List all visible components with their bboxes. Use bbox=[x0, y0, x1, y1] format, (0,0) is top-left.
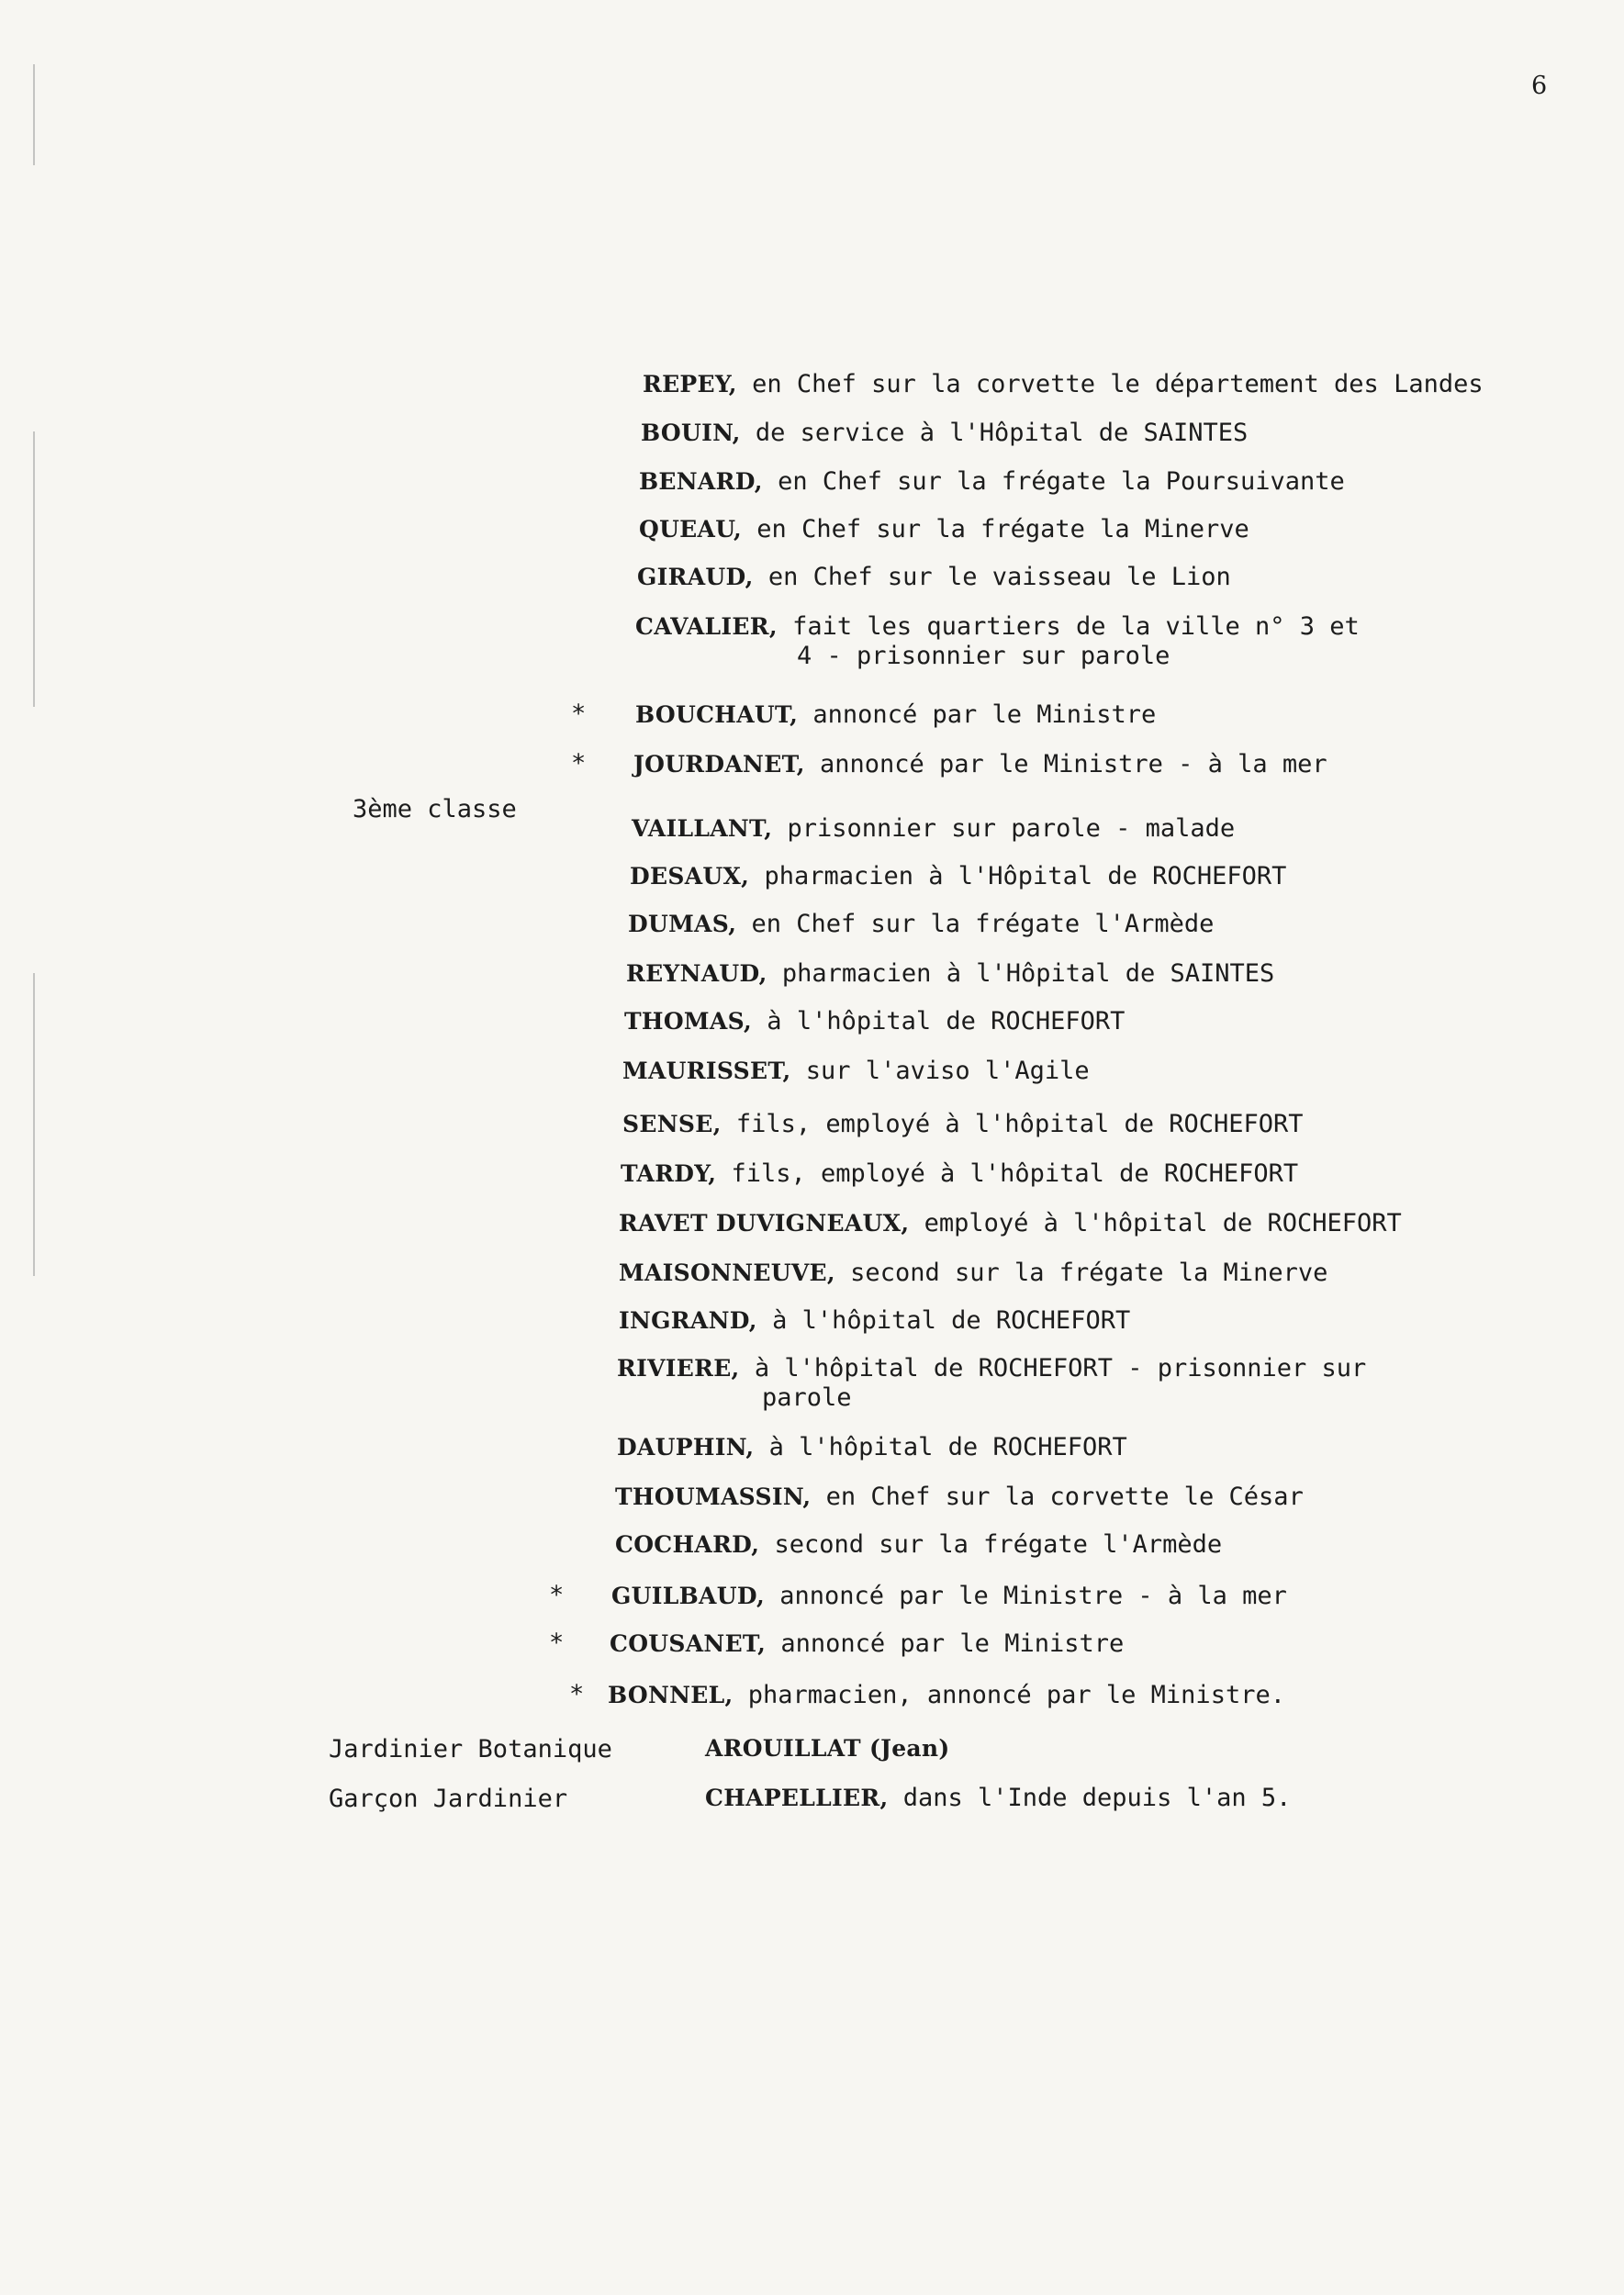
entry-name: COCHARD, bbox=[615, 1531, 760, 1558]
entry-detail: en Chef sur la corvette le César bbox=[811, 1483, 1304, 1511]
entry-detail: en Chef sur la corvette le département des Landes bbox=[736, 370, 1484, 398]
personnel-entry bbox=[619, 1258, 1327, 1289]
entry-detail: annoncé par le Ministre bbox=[798, 700, 1157, 729]
entry-detail: à l'hôpital de ROCHEFORT - prisonnier sur bbox=[739, 1354, 1367, 1383]
entry-name: SENSE, bbox=[622, 1111, 722, 1137]
entry-continuation: parole bbox=[762, 1383, 852, 1412]
gardener-entry bbox=[705, 1783, 1291, 1814]
personnel-entry bbox=[626, 958, 1274, 990]
asterisk-marker: * bbox=[571, 700, 587, 728]
entry-name: RIVIERE, bbox=[617, 1355, 740, 1382]
personnel-entry bbox=[615, 1482, 1304, 1513]
personnel-entry bbox=[622, 1056, 1090, 1087]
entry-name: THOMAS, bbox=[624, 1008, 753, 1035]
entry-name: GIRAUD, bbox=[637, 564, 754, 590]
entry-detail: de service à l'Hôpital de SAINTES bbox=[740, 419, 1249, 447]
entry-name: RAVET DUVIGNEAUX, bbox=[619, 1210, 910, 1237]
entry-name: DAUPHIN, bbox=[617, 1434, 755, 1461]
entry-detail: annoncé par le Ministre bbox=[766, 1629, 1125, 1658]
asterisk-marker: * bbox=[571, 749, 587, 778]
personnel-entry bbox=[608, 1680, 1285, 1711]
entry-detail: fils, employé à l'hôpital de ROCHEFORT bbox=[721, 1110, 1304, 1138]
entry-name: COUSANET, bbox=[610, 1630, 767, 1657]
personnel-entry bbox=[622, 1109, 1304, 1140]
entry-detail: à l'hôpital de ROCHEFORT bbox=[756, 1306, 1131, 1335]
entry-name: MAURISSET, bbox=[622, 1058, 791, 1084]
page-number: 6 bbox=[1531, 72, 1548, 100]
entry-detail: second sur la frégate la Minerve bbox=[834, 1259, 1328, 1287]
section-label-jardinier-botanique: Jardinier Botanique bbox=[329, 1735, 612, 1763]
entry-detail: sur l'aviso l'Agile bbox=[790, 1057, 1090, 1085]
asterisk-marker: * bbox=[569, 1680, 585, 1708]
personnel-entry bbox=[632, 813, 1235, 845]
gardener-entry bbox=[705, 1733, 950, 1764]
personnel-entry bbox=[617, 1353, 1366, 1384]
left-margin-mark bbox=[33, 431, 35, 707]
personnel-entry bbox=[628, 909, 1214, 940]
personnel-entry bbox=[619, 1208, 1402, 1239]
section-label-3eme-classe: 3ème classe bbox=[353, 795, 517, 823]
entry-name: DUMAS, bbox=[628, 911, 737, 937]
asterisk-marker: * bbox=[549, 1629, 565, 1657]
personnel-entry bbox=[610, 1629, 1124, 1660]
entry-detail: second sur la frégate l'Armède bbox=[759, 1530, 1223, 1559]
entry-detail: en Chef sur la frégate l'Armède bbox=[736, 910, 1215, 938]
entry-detail: employé à l'hôpital de ROCHEFORT bbox=[909, 1209, 1402, 1237]
left-margin-mark bbox=[33, 973, 35, 1276]
entry-name: REYNAUD, bbox=[626, 960, 767, 987]
entry-name: VAILLANT, bbox=[632, 815, 773, 842]
personnel-entry bbox=[635, 611, 1360, 643]
entry-detail: annoncé par le Ministre - à la mer bbox=[804, 750, 1327, 778]
entry-name: QUEAU, bbox=[639, 516, 743, 543]
entry-name: GUILBAUD, bbox=[611, 1583, 765, 1609]
left-margin-mark bbox=[33, 64, 35, 165]
personnel-entry bbox=[630, 861, 1286, 892]
entry-detail: en Chef sur la frégate la Minerve bbox=[742, 515, 1249, 543]
personnel-entry bbox=[635, 700, 1156, 731]
asterisk-marker: * bbox=[549, 1581, 565, 1609]
entry-name: THOUMASSIN, bbox=[615, 1483, 812, 1510]
entry-name: INGRAND, bbox=[619, 1307, 757, 1334]
entry-name: JOURDANET, bbox=[633, 751, 805, 778]
entry-name: CAVALIER, bbox=[635, 613, 778, 640]
entry-detail: fils, employé à l'hôpital de ROCHEFORT bbox=[716, 1159, 1299, 1188]
personnel-entry bbox=[641, 418, 1248, 449]
personnel-entry bbox=[611, 1581, 1287, 1612]
entry-name: CHAPELLIER, bbox=[705, 1785, 889, 1811]
entry-detail: en Chef sur le vaisseau le Lion bbox=[753, 563, 1231, 591]
entry-name: BOUCHAUT, bbox=[635, 701, 799, 728]
entry-detail: pharmacien à l'Hôpital de SAINTES bbox=[767, 959, 1275, 988]
entry-detail: fait les quartiers de la ville n° 3 et bbox=[777, 612, 1360, 641]
entry-detail: à l'hôpital de ROCHEFORT bbox=[754, 1433, 1127, 1461]
entry-detail: dans l'Inde depuis l'an 5. bbox=[888, 1784, 1292, 1812]
entry-detail: prisonnier sur parole - malade bbox=[772, 814, 1236, 843]
entry-name: BOUIN, bbox=[641, 420, 741, 446]
entry-detail: annoncé par le Ministre - à la mer bbox=[764, 1582, 1287, 1610]
section-label-garcon-jardinier: Garçon Jardinier bbox=[329, 1785, 568, 1813]
entry-name: REPEY, bbox=[643, 371, 737, 397]
entry-name: BONNEL, bbox=[608, 1682, 734, 1708]
personnel-entry bbox=[639, 466, 1345, 498]
entry-detail: à l'hôpital de ROCHEFORT bbox=[752, 1007, 1126, 1036]
entry-detail: en Chef sur la frégate la Poursuivante bbox=[762, 467, 1345, 496]
personnel-entry bbox=[643, 369, 1484, 400]
personnel-entry bbox=[621, 1159, 1298, 1190]
entry-name: AROUILLAT (Jean) bbox=[705, 1735, 950, 1762]
entry-name: DESAUX, bbox=[630, 863, 750, 890]
personnel-entry bbox=[619, 1305, 1130, 1337]
entry-name: MAISONNEUVE, bbox=[619, 1259, 835, 1286]
personnel-entry bbox=[637, 562, 1231, 593]
personnel-entry bbox=[617, 1432, 1127, 1463]
entry-detail: pharmacien à l'Hôpital de ROCHEFORT bbox=[749, 862, 1287, 890]
personnel-entry bbox=[615, 1529, 1222, 1561]
entry-continuation: 4 - prisonnier sur parole bbox=[797, 642, 1170, 670]
personnel-entry bbox=[633, 749, 1327, 780]
entry-name: TARDY, bbox=[621, 1160, 717, 1187]
personnel-entry bbox=[639, 514, 1249, 545]
entry-detail: pharmacien, annoncé par le Ministre. bbox=[733, 1681, 1285, 1709]
entry-name: BENARD, bbox=[639, 468, 763, 495]
personnel-entry bbox=[624, 1006, 1125, 1037]
